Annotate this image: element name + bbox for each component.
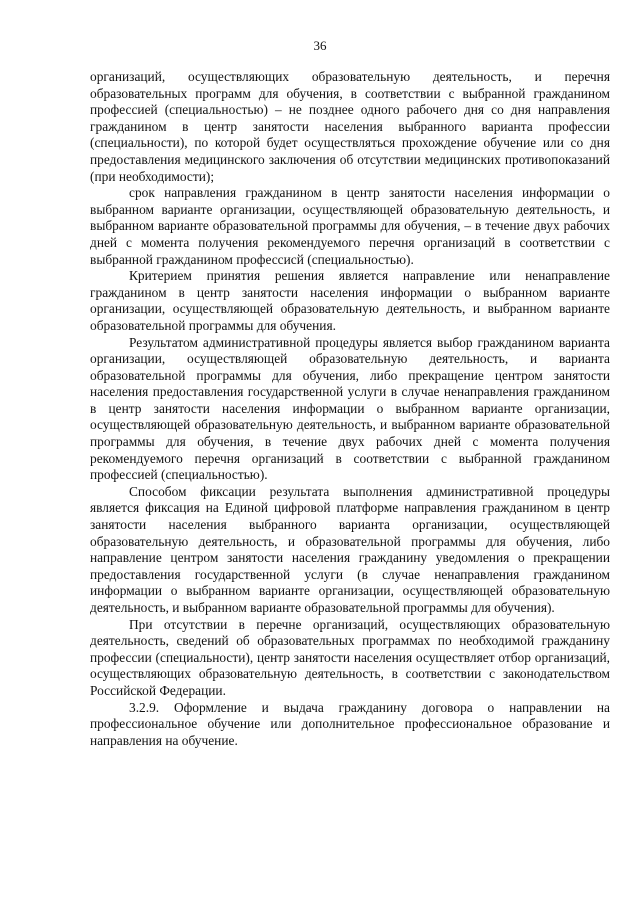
paragraph-section-3-2-9: 3.2.9. Оформление и выдача гражданину договора о направлении на профессиональное обучение или дополнительное профессиональное образование и направления на обучение. — [90, 699, 610, 748]
paragraph-continuation: организаций, осуществляющих образовательную деятельность, и перечня образовательных программ для обучения, в соответствии с выбранной гражданином профессией (специальностью) – не позднее одного рабочего дня со дня направления гражданином в центр занятости населения выбранного варианта профессии (специальности), по которой будет осуществляться прохождение обучение или со дня предоставления медицинского заключения об отсутствии медицинских противопоказаний (при необходимости); — [90, 69, 610, 184]
paragraph-result: Результатом административной процедуры является выбор гражданином варианта организации, осуществляющей образовательную деятельность, и варианта образовательной программы для обучения, либо прекращение центром занятости населения предоставления государственной услуги в случае ненаправления гражданином в центр занятости населения информации о выбранном варианте организации, осуществляющей образовательную деятельность, и выбранном варианте образовательной программы для обучения, в течение двух рабочих дней с момента получения рекомендуемого перечня организаций в соответствии с выбранной гражданином профессией (специальностью). — [90, 334, 610, 483]
paragraph-deadline: срок направления гражданином в центр занятости населения информации о выбранном варианте организации, осуществляющей образовательную деятельность, и выбранном варианте образовательной программы для обучения, – в течение двух рабочих дней с момента получения рекомендуемого перечня организаций в соответствии с выбранной гражданином профессисй (специальностью). — [90, 185, 610, 267]
document-body — [90, 69, 610, 749]
paragraph-fixation-method: Способом фиксации результата выполнения административной процедуры является фиксация на Единой цифровой платформе направления гражданином в центр занятости населения выбранного варианта организации, осуществляющей образовательную деятельность, и образовательной программы для обучения, либо направление центром занятости населения гражданину уведомления о прекращении предоставления государственной услуги (в случае ненаправления гражданином информации о выбранном варианте организации, осуществляющей образовательную деятельность, и выбранном варианте образовательной программы для обучения). — [90, 483, 610, 615]
paragraph-criterion: Критерием принятия решения является направление или ненаправление гражданином в центр занятости населения информации о выбранном варианте организации, осуществляющей образовательную деятельность, и выбранном варианте образовательной программы для обучения. — [90, 268, 610, 333]
paragraph-absence-of-programs: При отсутствии в перечне организаций, осуществляющих образовательную деятельность, сведений об образовательных программах по необходимой гражданину профессии (специальности), центр занятости населения осуществляет отбор организаций, осуществляющих образовательную деятельность, в соответствии с законодательством Российской Федерации. — [90, 616, 610, 698]
page-number: 36 — [313, 38, 327, 53]
